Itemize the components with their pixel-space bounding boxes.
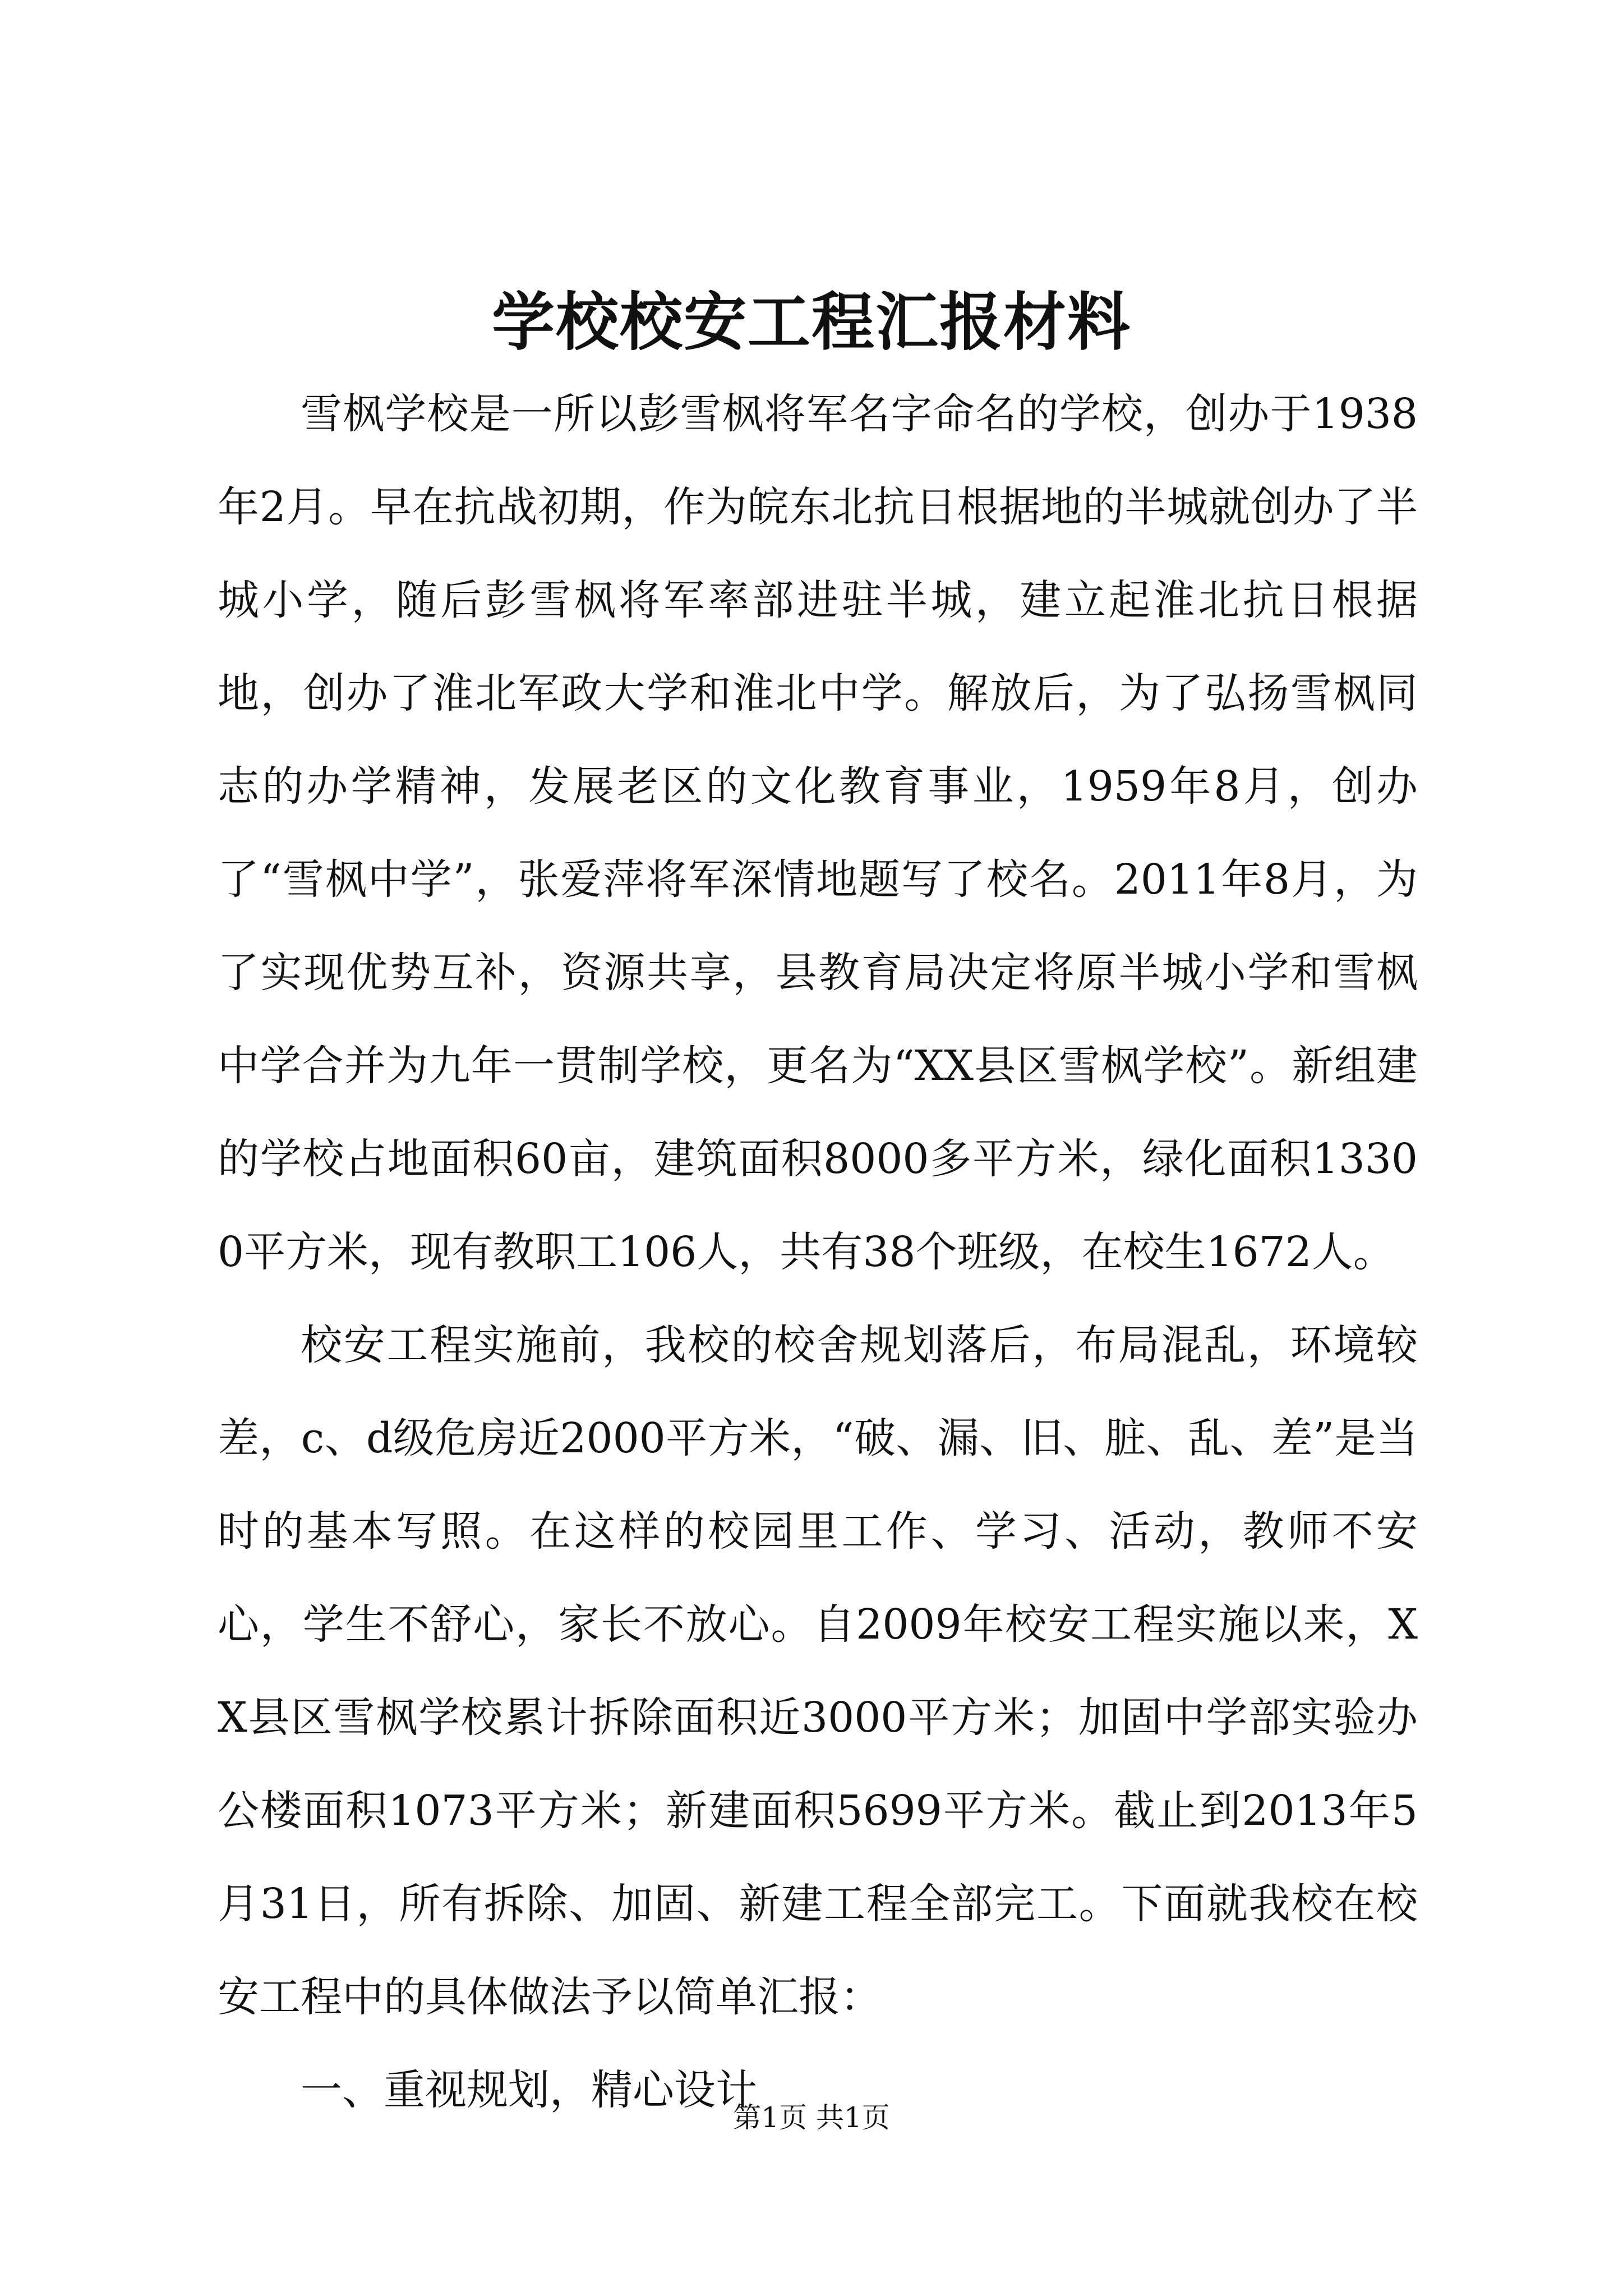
document-title: 学校校安工程汇报材料 bbox=[492, 286, 1131, 359]
paragraph-school-history: 雪枫学校是一所以彭雪枫将军名字命名的学校，创办于1938年2月。早在抗战初期，作为皖东北抗日根据地的半城就创办了半城小学，随后彭雪枫将军率部进驻半城，建立起淮北抗日根据地，创办了淮北军政大学和淮北中学。解放后，为了弘扬雪枫同志的办学精神，发展老区的文化教育事业，1959年8月，创办了“雪枫中学”，张爱萍将军深情地题写了校名。2011年8月，为了实现优势互补，资源共享，县教育局决定将原半城小学和雪枫中学合并为九年一贯制学校，更名为“XX县区雪枫学校”。新组建的学校占地面积60亩，建筑面积8000多平方米，绿化面积13300平方米，现有教职工106人，共有38个班级，在校生1672人。 bbox=[218, 390, 1418, 1276]
paragraph-project-summary: 校安工程实施前，我校的校舍规划落后，布局混乱，环境较差，c、d级危房近2000平方米，“破、漏、旧、脏、乱、差”是当时的基本写照。在这样的校园里工作、学习、活动，教师不安心，学生不舒心，家长不放心。自2009年校安工程实施以来，XX县区雪枫学校累计拆除面积近3000平方米；加固中学部实验办公楼面积1073平方米；新建面积5699平方米。截止到2013年5月31日，所有拆除、加固、新建工程全部完工。下面就我校在校安工程中的具体做法予以简单汇报： bbox=[218, 1321, 1418, 2021]
section-heading: 一、重视规划，精心设计 bbox=[301, 2066, 757, 2114]
page-footer: 第1页 共1页 bbox=[733, 2101, 890, 2134]
document-body bbox=[218, 367, 1418, 2137]
